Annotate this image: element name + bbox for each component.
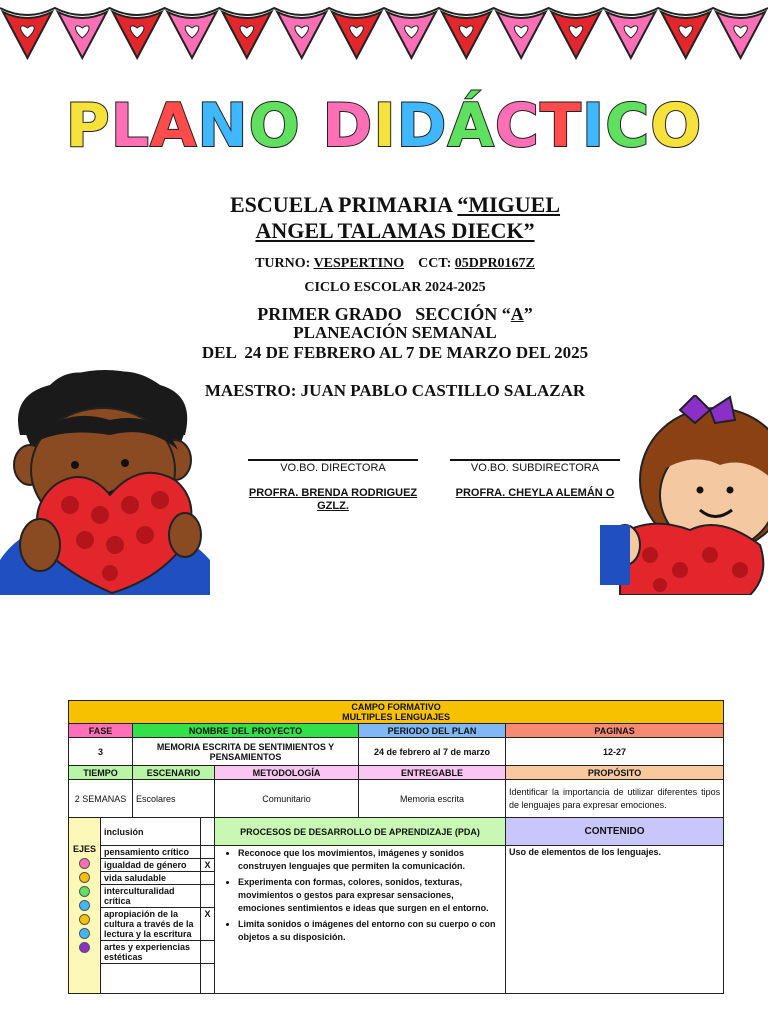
eje-mark (201, 941, 215, 964)
eje-mark (201, 872, 215, 885)
quote-close: ” (523, 304, 533, 324)
header-proposito: PROPÓSITO (506, 766, 724, 780)
escenario-value: Escolares (133, 780, 215, 818)
eje-filler-mark (201, 964, 215, 994)
shift-value: VESPERTINO (313, 256, 405, 271)
campo-formativo-cell (69, 701, 724, 724)
page-title (0, 86, 768, 166)
title-letter: C (494, 91, 540, 161)
cct-label: CCT: (418, 256, 455, 271)
eje-item: igualdad de género (101, 859, 201, 872)
eje-icon-inclusion (79, 858, 90, 869)
header-nombre-proyecto: NOMBRE DEL PROYECTO (133, 724, 359, 738)
eje-mark (201, 846, 215, 859)
school-prefix: ESCUELA PRIMARIA (229, 192, 458, 217)
title-letter: C (605, 91, 651, 161)
contenido-value: Uso de elementos de los lenguajes. (506, 846, 724, 994)
title-letter: I (373, 91, 397, 161)
boy-with-heart-illustration (0, 365, 215, 595)
eje-icon-pensamiento (79, 872, 90, 883)
periodo-value: 24 de febrero al 7 de marzo (359, 738, 506, 766)
signature-role-subdirectora: VO.BO. SUBDIRECTORA (470, 462, 600, 474)
eje-item: apropiación de la cultura a través de la lectura y la escritura (101, 908, 201, 941)
title-letter: L (110, 91, 150, 161)
title-letter: Á (447, 91, 495, 161)
pda-header: PROCESOS DE DESARROLLO DE APRENDIZAJE (PDA) (215, 818, 506, 846)
metodologia-value: Comunitario (215, 780, 359, 818)
quote-open: “ (501, 304, 511, 324)
header-tiempo: TIEMPO (69, 766, 133, 780)
eje-item: vida saludable (101, 872, 201, 885)
title-letter: O (248, 91, 301, 161)
weekly-plan-label: PLANEACIÓN SEMANAL (293, 323, 497, 342)
signature-line-subdirectora (450, 459, 620, 461)
contenido-header: CONTENIDO (506, 818, 724, 846)
pda-item: • Experimenta con formas, colores, sonidos, texturas, movimientos o gestos para expresar sensaciones, emociones sentimientos e ideas que surgen en el entorno. (238, 876, 502, 915)
paginas-value: 12-27 (506, 738, 724, 766)
school-name-line2: ANGEL TALAMAS DIECK” (255, 218, 535, 243)
pda-list (218, 847, 502, 944)
campo-formativo-value: MULTIPLES LENGUAJES (342, 712, 450, 722)
title-letter: D (396, 91, 448, 161)
shift-line (160, 256, 630, 272)
header-periodo: PERIODO DEL PLAN (359, 724, 506, 738)
eje-mark: X (201, 859, 215, 872)
signature-name-subdirectora: PROFRA. CHEYLA ALEMÁN O (455, 487, 615, 499)
tiempo-value: 2 SEMANAS (69, 780, 133, 818)
school-name-line1: “MIGUEL (457, 192, 561, 217)
signature-name-directora: PROFRA. BRENDA RODRIGUEZ GZLZ. (248, 487, 418, 512)
header-metodologia: METODOLOGÍA (215, 766, 359, 780)
shift-label: TURNO: (255, 256, 314, 271)
eje-mark (201, 885, 215, 908)
title-letter: D (322, 91, 374, 161)
title-letter: N (197, 91, 249, 161)
fase-value: 3 (69, 738, 133, 766)
ejes-icons (72, 858, 97, 953)
header-paginas: PAGINAS (506, 724, 724, 738)
school-cycle: CICLO ESCOLAR 2024-2025 (304, 280, 486, 295)
eje-filler (101, 964, 201, 994)
header-escenario: ESCENARIO (133, 766, 215, 780)
proyecto-value: MEMORIA ESCRITA DE SENTIMIENTOS Y PENSAMIENTOS (133, 738, 359, 766)
school-name (160, 192, 630, 244)
eje-mark: X (201, 908, 215, 941)
eje-item: inclusión (101, 818, 201, 846)
eje-item: artes y experiencias estéticas (101, 941, 201, 964)
entregable-value: Memoria escrita (359, 780, 506, 818)
eje-mark (201, 818, 215, 846)
plan-dates: DEL 24 DE FEBRERO AL 7 DE MARZO DEL 2025 (201, 343, 589, 362)
eje-icon-artes (79, 942, 90, 953)
eje-item: interculturalidad crítica (101, 885, 201, 908)
teacher-name: MAESTRO: JUAN PABLO CASTILLO SALAZAR (204, 381, 586, 400)
title-letter: T (539, 91, 582, 161)
cct-value: 05DPR0167Z (454, 256, 535, 271)
ejes-column (69, 818, 101, 994)
ejes-label: EJES (72, 844, 96, 854)
campo-formativo-label: CAMPO FORMATIVO (351, 702, 441, 712)
eje-icon-igualdad (79, 886, 90, 897)
signature-role-directora: VO.BO. DIRECTORA (280, 462, 386, 474)
section-value: A (510, 304, 524, 324)
plan-table (68, 700, 724, 994)
title-letter: O (650, 91, 703, 161)
signature-line-directora (248, 459, 418, 461)
grade-section (160, 304, 630, 324)
header-fase: FASE (69, 724, 133, 738)
pda-list-cell (215, 846, 506, 994)
grade-text: PRIMER GRADO SECCIÓN (257, 304, 502, 324)
eje-item: pensamiento crítico (101, 846, 201, 859)
proposito-value: Identificar la importancia de utilizar diferentes tipos de lenguajes para expresar emociones. (506, 780, 724, 818)
title-letter: A (149, 91, 198, 161)
title-letter: P (65, 91, 111, 161)
bunting-decoration (0, 0, 768, 70)
eje-icon-cultura (79, 928, 90, 939)
title-letter (301, 91, 323, 161)
header-entregable: ENTREGABLE (359, 766, 506, 780)
pda-item: • Limita sonidos o imágenes del entorno con su cuerpo o con objetos a su disposición. (238, 918, 502, 944)
eje-icon-vida (79, 900, 90, 911)
pda-item: • Reconoce que los movimientos, imágenes y sonidos construyen lenguajes que permiten la comunicación. (238, 847, 502, 873)
eje-icon-interculturalidad (79, 914, 90, 925)
title-letter: I (581, 91, 606, 161)
